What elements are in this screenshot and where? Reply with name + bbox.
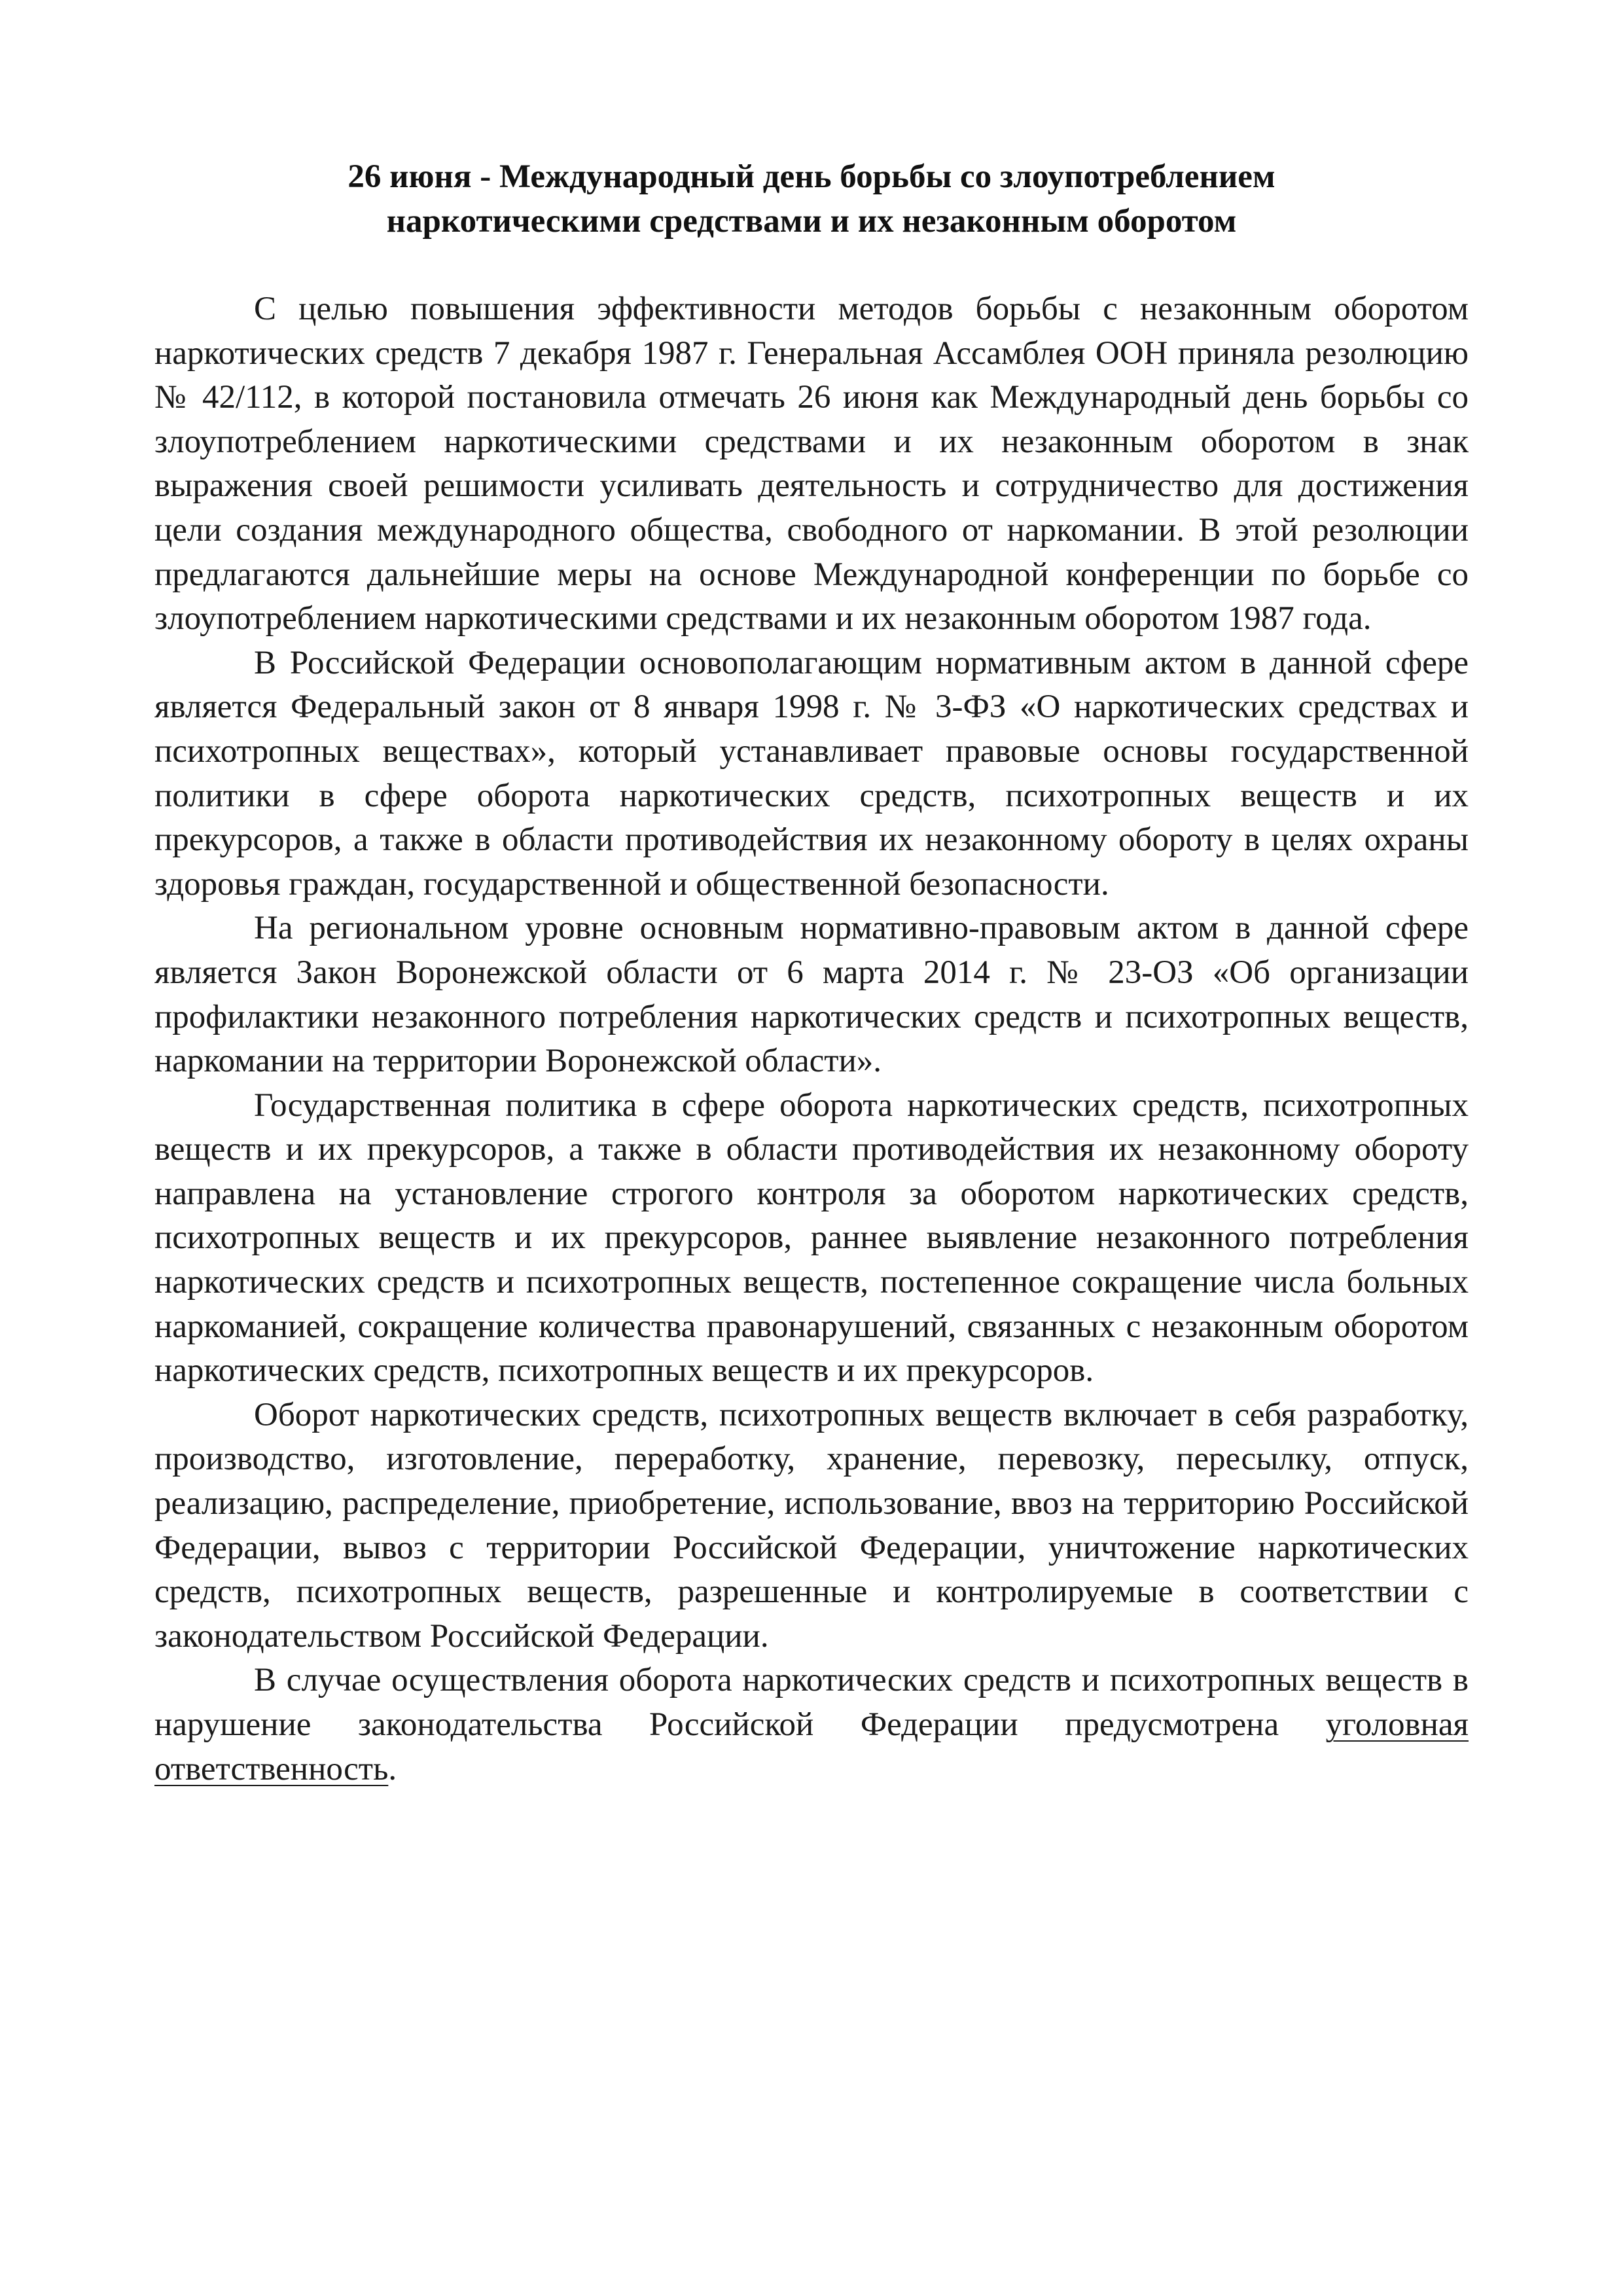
title-line-1: 26 июня - Международный день борьбы со злоупотреблением — [348, 158, 1275, 195]
paragraph-regional-law: На региональном уровне основным нормативно-правовым актом в данной сфере является Закон Воронежской области от 6 марта 2014 г. № 23-ОЗ «Об организации профилактики незаконного потребления наркотических средств и психотропных веществ, наркомании на территории Воронежской области». — [154, 910, 1469, 1080]
criminal-liability-link[interactable]: уголовная ответственность — [154, 1706, 1469, 1787]
page-title — [154, 154, 1469, 243]
liability-text: В случае осуществления оборота наркотических средств и психотропных веществ в нарушение законодательства Российской Федерации предусмотрена — [154, 1662, 1469, 1743]
title-line-2: наркотическими средствами и их незаконным оборотом — [386, 203, 1237, 240]
paragraph-federal-law: В Российской Федерации основополагающим нормативным актом в данной сфере является Федеральный закон от 8 января 1998 г. № 3-ФЗ «О наркотических средствах и психотропных веществах», который устанавливает правовые основы государственной политики в сфере оборота наркотических средств, психотропных веществ и их прекурсоров, а также в области противодействия их незаконному обороту в целях охраны здоровья граждан, государственной и общественной безопасности. — [154, 644, 1469, 903]
liability-period: . — [388, 1750, 397, 1787]
paragraph-liability — [154, 1659, 1469, 1791]
document-body — [154, 287, 1469, 1791]
paragraph-turnover-definition: Оборот наркотических средств, психотропных веществ включает в себя разработку, производство, изготовление, переработку, хранение, перевозку, пересылку, отпуск, реализацию, распределение, приобретение, использование, ввоз на территорию Российской Федерации, вывоз с территории Российской Федерации, уничтожение наркотических средств, психотропных веществ, разрешенные и контролируемые в соответствии с законодательством Российской Федерации. — [154, 1396, 1469, 1655]
paragraph-state-policy: Государственная политика в сфере оборота наркотических средств, психотропных веществ и их прекурсоров, а также в области противодействия их незаконному обороту направлена на установление строгого контроля за оборотом наркотических средств, психотропных веществ и их прекурсоров, раннее выявление незаконного потребления наркотических средств и психотропных веществ, постепенное сокращение числа больных наркоманией, сокращение количества правонарушений, связанных с незаконным оборотом наркотических средств, психотропных веществ и их прекурсоров. — [154, 1086, 1469, 1390]
paragraph-un-resolution: С целью повышения эффективности методов борьбы с незаконным оборотом наркотических средств 7 декабря 1987 г. Генеральная Ассамблея ООН приняла резолюцию № 42/112, в которой постановила отмечать 26 июня как Международный день борьбы со злоупотреблением наркотическими средствами и их незаконным оборотом в знак выражения своей решимости усиливать деятельность и сотрудничество для достижения цели создания международного общества, свободного от наркомании. В этой резолюции предлагаются дальнейшие меры на основе Международной конференции по борьбе со злоупотреблением наркотическими средствами и их незаконным оборотом 1987 года. — [154, 291, 1469, 637]
